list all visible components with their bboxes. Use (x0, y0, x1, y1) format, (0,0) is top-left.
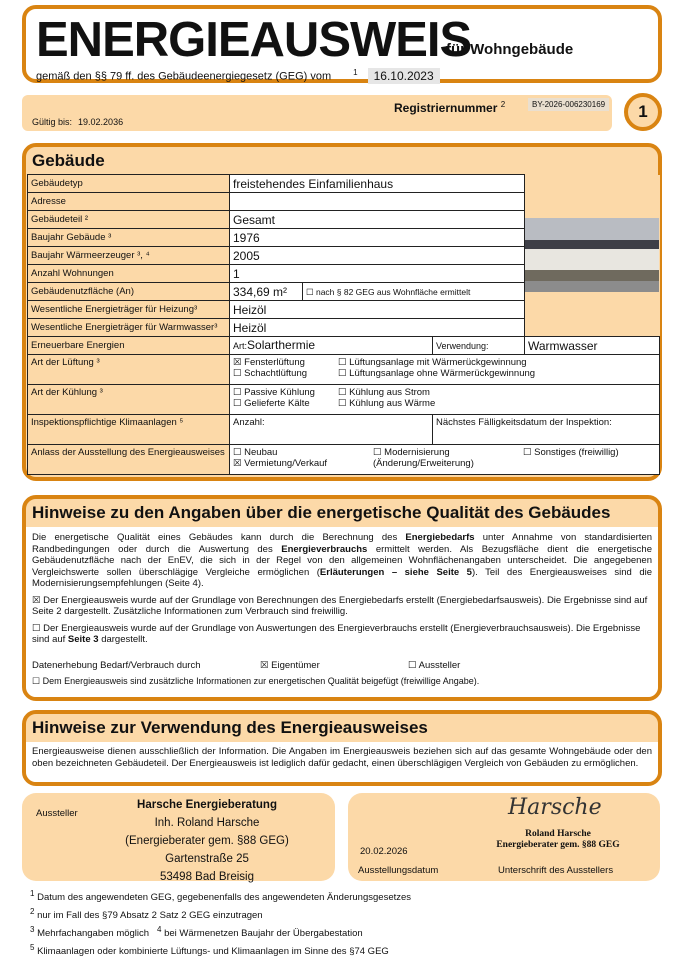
checkbox-heat-cooling[interactable]: ☐ Kühlung aus Wärme (338, 398, 436, 409)
row-label: Adresse (28, 193, 230, 211)
ac-count: Anzahl: (230, 415, 433, 445)
footnote-ref: 2 (500, 100, 506, 109)
area-method-checkbox[interactable]: ☐ nach § 82 GEG aus Wohnfläche ermittelt (303, 283, 525, 301)
text: ☐ Der Energieausweis wurde auf der Grundlage von Auswertungen des Energieverbrauchs erstellt (Energieverbrauchsausweis). Die Ergebnisse sind auf (32, 622, 641, 645)
footnote-text: bei Wärmenetzen Baujahr der Übergabestation (164, 928, 363, 940)
footnote-number: 4 (156, 925, 162, 935)
footnote-ref: 1 (353, 68, 358, 77)
footnote-text: Klimaanlagen oder kombinierte Lüftungs- und Klimaanlagen im Sinne des §74 GEG (37, 946, 389, 958)
stamp-name: Roland Harsche (525, 829, 591, 839)
checkbox-demand-certificate[interactable]: ☒ Der Energieausweis wurde auf der Grundlage von Berechnungen des Energiebedarfs erstellt (Energiebedarfsausweis). Die Ergebnisse sind auf Seite 2 dargestellt. Zusätzliche Informationen zum Verbrauch sind freiwillig. (32, 594, 648, 617)
building-photo (525, 218, 659, 292)
section-title: Hinweise zu den Angaben über die energetische Qualität des Gebäudes (32, 503, 611, 522)
checkbox-window-ventilation[interactable]: ☒ Fensterlüftung (233, 357, 305, 368)
text-bold: Erläuterungen – siehe Seite 5 (319, 566, 472, 578)
row-value (230, 193, 525, 211)
row-value: Heizöl (230, 301, 525, 319)
text-bold: Seite 3 (67, 634, 99, 645)
renewable-art: Solarthermie (247, 338, 316, 352)
renewable-use: Warmwasser (525, 337, 660, 355)
row-value: 334,69 m² (230, 283, 303, 301)
text: dargestellt. (98, 634, 148, 645)
issue-date-label: Ausstellungsdatum (358, 865, 439, 876)
registration-number: BY-2026-006230169 (528, 98, 609, 111)
table-row (28, 415, 660, 445)
footnotes (30, 887, 411, 960)
signature-stamp (488, 829, 628, 851)
usage-text: Energieausweise dienen ausschließlich der Information. Die Angaben im Energieausweis beziehen sich auf das gesamte Wohngebäude oder den oben bezeichneten Gebäudeteil. Der Energieausweis ist lediglich dafür gedacht, einen überschlägigen Vergleich von Gebäuden zu ermöglichen. (26, 742, 658, 782)
handwritten-signature: Harsche (508, 795, 602, 820)
row-label: Inspektionspflichtige Klimaanlagen ⁵ (28, 415, 230, 445)
registration-label-text: Registriernummer (394, 101, 498, 115)
checkbox-shaft-ventilation[interactable]: ☐ Schachtlüftung (233, 368, 308, 379)
issuer-panel (22, 793, 335, 881)
section-title: Gebäude (32, 151, 105, 170)
checkbox-additional-info[interactable]: ☐ Dem Energieausweis sind zusätzliche Informationen zur energetischen Qualität beigefügt (freiwillige Angabe). (32, 676, 480, 686)
valid-date: 19.02.2036 (78, 117, 124, 127)
legal-basis-text: gemäß den §§ 79 ff. des Gebäudeenergiegesetz (GEG) vom (36, 70, 332, 83)
footnote (30, 923, 411, 941)
table-row (28, 175, 660, 193)
text-bold: Energieverbrauchs (281, 543, 368, 555)
issuer-city: 53498 Bad Breisig (160, 871, 254, 883)
footnote-text: nur im Fall des §79 Absatz 2 Satz 2 GEG einzutragen (37, 910, 263, 922)
document-subtitle: für Wohngebäude (446, 41, 574, 58)
row-label: Wesentliche Energieträger für Warmwasser³ (28, 319, 230, 337)
data-collection-label: Datenerhebung Bedarf/Verbrauch durch (32, 659, 201, 671)
ac-inspection-due: Nächstes Fälligkeitsdatum der Inspektion: (433, 415, 660, 445)
issuer-qualification: (Energieberater gem. §88 GEG) (125, 835, 289, 847)
footnote-number: 2 (30, 907, 35, 917)
text: unter Annahme von standardisierten Randbedingungen oder durch die Auswertung des (32, 532, 653, 555)
geg-date: 16.10.2023 (368, 68, 440, 84)
row-value: Heizöl (230, 319, 525, 337)
checkbox-ventilation-without-recovery[interactable]: ☐ Lüftungsanlage ohne Wärmerückgewinnung (338, 368, 536, 379)
certificate-header (22, 5, 662, 83)
row-label: Erneuerbare Energien (28, 337, 230, 355)
valid-label: Gültig bis: (32, 117, 73, 127)
row-label: Baujahr Gebäude ³ (28, 229, 230, 247)
use-label: Verwendung: (433, 337, 525, 355)
checkbox-ventilation-with-recovery[interactable]: ☐ Lüftungsanlage mit Wärmerückgewinnung (338, 357, 527, 368)
footnote (30, 887, 411, 905)
row-label: Anlass der Ausstellung des Energieausweises (28, 445, 230, 475)
photo-cell (525, 175, 660, 337)
text: ermittelt werden. Als Bezugsfläche dient die energetische Gebäudenutzfläche nach der EnEV, die sich in der Regel von den allgemeinen Wohnflächenangaben unterscheidet. Die angegebenen Vergleichswerte sollen überschlägige Vergleiche ermöglichen ( (32, 543, 652, 578)
notes-intro (32, 532, 652, 590)
row-value: 1976 (230, 229, 525, 247)
checkbox-consumption-certificate[interactable] (32, 623, 652, 646)
footnote (30, 905, 411, 923)
table-row (28, 355, 660, 385)
quality-notes-section (22, 495, 662, 701)
registration-label (394, 100, 505, 115)
row-label: Gebäudenutzfläche (An) (28, 283, 230, 301)
row-label: Art der Kühlung ³ (28, 385, 230, 415)
table-row (28, 445, 660, 475)
row-label: Art der Lüftung ³ (28, 355, 230, 385)
footnote-number: 3 (30, 925, 35, 935)
row-label: Baujahr Wärmeerzeuger ³, ⁴ (28, 247, 230, 265)
checkbox-new-build[interactable]: ☐ Neubau (233, 447, 278, 458)
page-number-badge: 1 (624, 93, 662, 131)
footnote-text: Datum des angewendeten GEG, gegebenenfalls des angewendeten Änderungsgesetzes (37, 892, 412, 904)
row-value: 1 (230, 265, 525, 283)
text: ). Teil des Energieausweises sind die Modernisierungsempfehlungen (Seite 4). (32, 566, 652, 589)
row-value: freistehendes Einfamilienhaus (230, 175, 525, 193)
usage-notes-section (22, 710, 662, 786)
signature-label: Unterschrift des Ausstellers (498, 865, 614, 876)
signature-panel (348, 793, 660, 881)
issuer-name: Harsche Energieberatung (137, 799, 277, 811)
checkbox-modernisation[interactable]: ☐ Modernisierung (Änderung/Erweiterung) (373, 447, 474, 469)
document-title: ENERGIEAUSWEIS (36, 13, 472, 67)
checkbox-issuer[interactable]: ☐ Aussteller (408, 659, 461, 671)
footnote-text: Mehrfachangaben möglich (37, 928, 150, 940)
issuer-owner: Inh. Roland Harsche (154, 817, 260, 829)
table-row (28, 337, 660, 355)
checkbox-rent-sale[interactable]: ☒ Vermietung/Verkauf (233, 458, 328, 469)
building-table (27, 174, 660, 475)
row-label: Gebäudeteil ² (28, 211, 230, 229)
table-row (28, 385, 660, 415)
issuer-label: Aussteller (36, 808, 78, 819)
footnote-number: 5 (30, 943, 35, 953)
building-section (22, 143, 662, 481)
row-value: Gesamt (230, 211, 525, 229)
text-bold: Energiebedarfs (405, 532, 475, 543)
footnote (30, 941, 411, 959)
checkbox-other[interactable]: ☐ Sonstiges (freiwillig) (523, 447, 619, 458)
checkbox-owner[interactable]: ☒ Eigentümer (260, 659, 320, 671)
section-title: Hinweise zur Verwendung des Energieausweises (32, 718, 428, 737)
issuer-street: Gartenstraße 25 (165, 853, 249, 865)
row-label: Anzahl Wohnungen (28, 265, 230, 283)
art-label: Art: (233, 341, 248, 351)
checkbox-passive-cooling[interactable]: ☐ Passive Kühlung (233, 387, 315, 398)
issue-date: 20.02.2026 (360, 846, 408, 857)
occasion-options (233, 447, 656, 469)
legal-basis (36, 68, 440, 83)
checkbox-delivered-cold[interactable]: ☐ Gelieferte Kälte (233, 398, 310, 409)
row-value: 2005 (230, 247, 525, 265)
registration-band (22, 95, 612, 131)
valid-until (32, 117, 123, 127)
checkbox-electric-cooling[interactable]: ☐ Kühlung aus Strom (338, 387, 430, 398)
row-label: Gebäudetyp (28, 175, 230, 193)
footnote-number: 1 (30, 889, 35, 898)
stamp-title: Energieberater gem. §88 GEG (496, 840, 620, 850)
row-label: Wesentliche Energieträger für Heizung³ (28, 301, 230, 319)
renewable-type (230, 337, 433, 355)
text: Die energetische Qualität eines Gebäudes kann durch die Berechnung des (32, 532, 406, 543)
